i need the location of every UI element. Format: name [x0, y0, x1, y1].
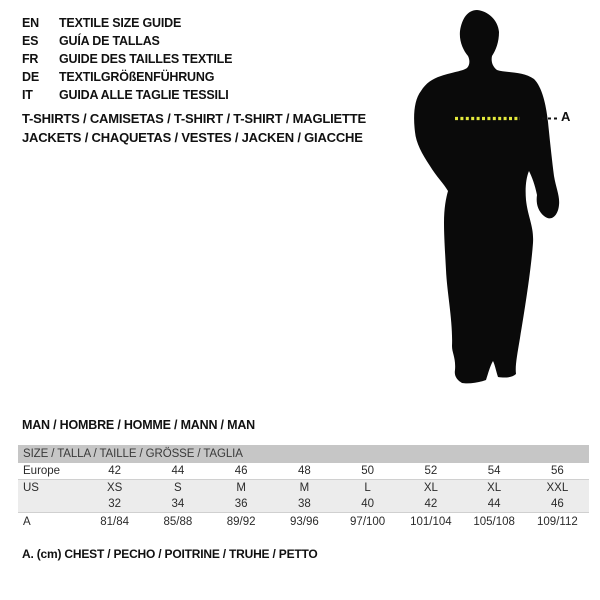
measure-label-a: A — [561, 109, 571, 124]
language-label: TEXTILE SIZE GUIDE — [59, 16, 182, 30]
table-cell: 97/100 — [350, 515, 386, 528]
table-cell: S — [174, 482, 182, 494]
table-cell: 50 — [361, 465, 375, 477]
language-code: EN — [22, 16, 39, 30]
table-cell: L — [364, 482, 371, 494]
table-cell: 34 — [171, 498, 185, 510]
table-row-us-numeric — [18, 496, 589, 513]
table-cell: 85/88 — [163, 515, 193, 528]
table-cell: XS — [106, 482, 123, 494]
table-cell: 40 — [361, 498, 375, 510]
table-cell: 89/92 — [226, 515, 256, 528]
row-label: US — [23, 482, 39, 494]
table-cell: 38 — [297, 498, 311, 510]
table-cell: M — [299, 482, 310, 494]
language-row-en — [22, 14, 232, 32]
table-row-us-letters — [18, 480, 589, 496]
size-table-header: SIZE / TALLA / TAILLE / GRÖSSE / TAGLIA — [18, 445, 589, 463]
size-table — [18, 445, 589, 530]
language-label: GUÍA DE TALLAS — [59, 34, 160, 48]
table-row-europe — [18, 463, 589, 480]
language-code: DE — [22, 70, 39, 84]
category-line-tshirts: T-SHIRTS / CAMISETAS / T-SHIRT / T-SHIRT / MAGLIETTE — [22, 111, 366, 126]
table-cell: M — [236, 482, 246, 494]
language-label: GUIDA ALLE TAGLIE TESSILI — [59, 88, 229, 102]
table-cell: 93/96 — [289, 515, 319, 528]
table-cell: 44 — [171, 465, 185, 477]
table-cell: 109/112 — [537, 515, 578, 528]
table-cell: 101/104 — [410, 515, 452, 528]
table-cell: 54 — [487, 465, 501, 477]
footnote-chest-measure: A. (cm) CHEST / PECHO / POITRINE / TRUHE / PETTO — [22, 547, 318, 561]
table-cell: XXL — [546, 482, 569, 494]
language-row-de — [22, 68, 232, 86]
language-list — [22, 14, 232, 104]
table-cell: 44 — [487, 498, 501, 510]
language-code: ES — [22, 34, 39, 48]
language-code: IT — [22, 88, 33, 102]
row-label: A — [23, 515, 31, 528]
table-row-chest-a — [18, 513, 589, 530]
table-cell: 105/108 — [473, 515, 515, 528]
man-silhouette-figure — [408, 8, 600, 392]
table-cell: 81/84 — [100, 515, 130, 528]
language-code: FR — [22, 52, 39, 66]
table-cell: 36 — [234, 498, 248, 510]
row-label: Europe — [23, 465, 61, 477]
table-cell: 46 — [234, 465, 248, 477]
man-silhouette-svg — [408, 8, 600, 392]
language-row-es — [22, 32, 232, 50]
table-cell: XL — [423, 482, 438, 494]
category-lines — [22, 109, 366, 147]
language-row-fr — [22, 50, 232, 68]
table-cell: 56 — [550, 465, 564, 477]
section-title-man: MAN / HOMBRE / HOMME / MANN / MAN — [22, 418, 255, 432]
language-row-it — [22, 86, 232, 104]
table-cell: 52 — [424, 465, 438, 477]
language-label: GUIDE DES TAILLES TEXTILE — [59, 52, 233, 66]
table-cell: 42 — [108, 465, 122, 477]
table-cell: 42 — [424, 498, 438, 510]
table-cell: 32 — [108, 498, 122, 510]
category-line-jackets: JACKETS / CHAQUETAS / VESTES / JACKEN / GIACCHE — [22, 130, 363, 145]
table-cell: 46 — [550, 498, 564, 510]
table-cell: XL — [487, 482, 502, 494]
table-cell: 48 — [297, 465, 311, 477]
language-label: TEXTILGRÖßENFÜHRUNG — [59, 70, 215, 84]
